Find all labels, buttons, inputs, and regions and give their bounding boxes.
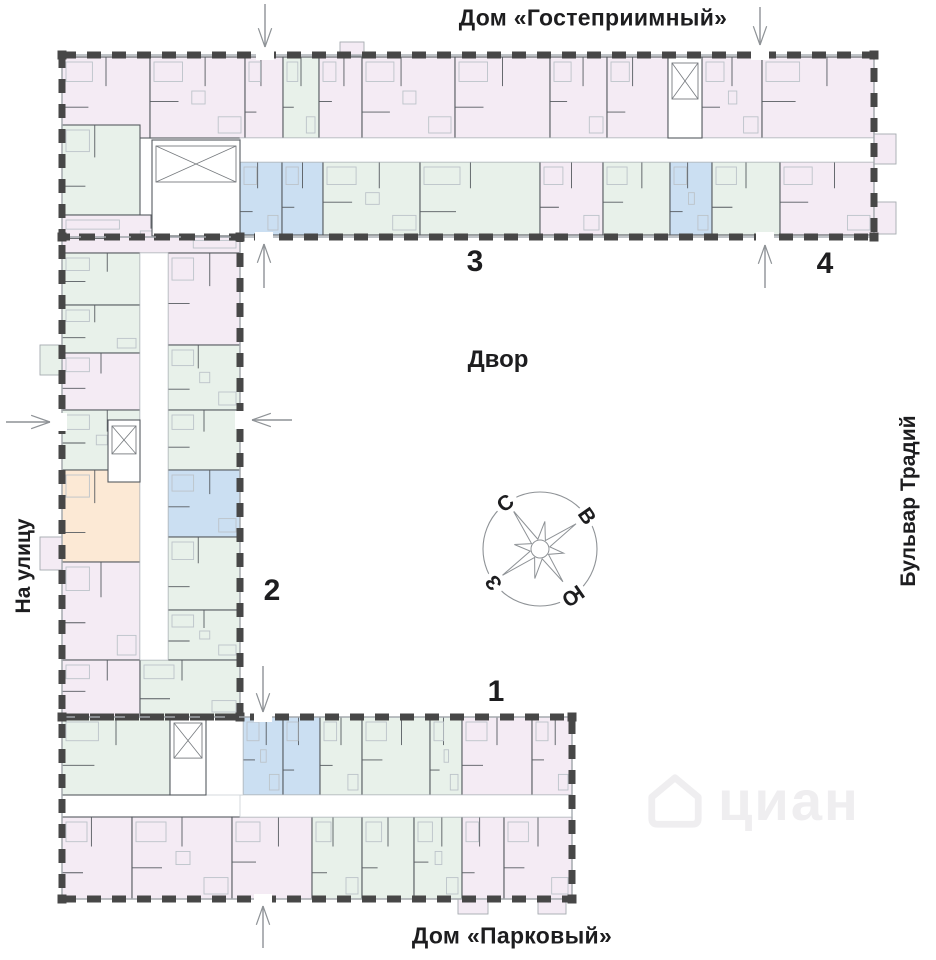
apartment-unit <box>603 162 670 235</box>
apartment-unit <box>245 57 283 138</box>
apartment-unit <box>550 57 607 138</box>
corridor <box>206 717 243 795</box>
apartment-unit <box>62 470 140 562</box>
compass-letter: З <box>480 570 508 595</box>
corridor <box>240 138 874 162</box>
apartment-unit <box>168 470 240 537</box>
corridor <box>240 795 572 817</box>
apartment-unit <box>670 162 712 235</box>
street-label-left: На улицу <box>12 518 35 614</box>
apartment-unit <box>420 162 540 235</box>
apartment-unit <box>240 162 282 235</box>
arrow-barb <box>31 422 50 429</box>
apartment-unit <box>762 57 874 138</box>
apartment-unit <box>168 537 240 610</box>
arrow-barb <box>263 693 270 712</box>
apartment-unit <box>283 717 320 795</box>
section-number-2: 2 <box>263 574 281 607</box>
apartment-unit <box>168 253 240 345</box>
entrance-gap <box>254 712 272 722</box>
entrance-gap <box>751 50 769 60</box>
apartment-unit <box>319 57 362 138</box>
arrow-barb <box>256 906 263 925</box>
entrance-gap <box>255 232 273 242</box>
arrow-barb <box>252 413 271 420</box>
facade-corner <box>58 895 67 904</box>
section-number-3: 3 <box>466 245 484 278</box>
building-title-bottom: Дом «Парковый» <box>411 922 613 949</box>
section-number-4: 4 <box>816 247 834 280</box>
entrance-gap <box>57 413 67 431</box>
apartment-unit <box>607 57 668 138</box>
apartment-unit <box>62 125 140 215</box>
compass-letter: С <box>492 489 519 518</box>
arrow-barb <box>264 244 271 263</box>
entrance-gap <box>235 411 245 429</box>
courtyard-label: Двор <box>467 346 529 373</box>
arrow-barb <box>257 244 264 263</box>
street-label-right: Бульвар Традий <box>897 415 920 587</box>
apartment-unit <box>362 717 430 795</box>
watermark-text: циан <box>718 769 860 832</box>
facade-corner <box>58 233 67 242</box>
apartment-unit <box>323 162 420 235</box>
apartment-unit <box>62 660 140 717</box>
facade-corner <box>568 713 577 722</box>
apartment-unit <box>150 57 245 138</box>
facade-corner <box>58 713 67 722</box>
arrow-barb <box>760 26 767 45</box>
apartment-unit <box>532 717 572 795</box>
apartment-unit <box>462 817 504 899</box>
apartment-unit <box>140 660 240 717</box>
compass-hub <box>531 540 549 558</box>
apartment-unit <box>168 345 240 410</box>
apartment-unit <box>430 717 462 795</box>
facade-corner <box>870 233 879 242</box>
house-icon <box>644 770 706 832</box>
apartment-unit <box>62 817 132 899</box>
arrow-barb <box>758 245 765 264</box>
apartment-unit <box>312 817 362 899</box>
apartment-unit <box>780 162 874 235</box>
apartment-unit <box>362 57 455 138</box>
facade-corner <box>236 233 245 242</box>
facade-corner <box>870 51 879 60</box>
compass-letter: Ю <box>557 580 589 612</box>
entrance-gap <box>254 894 272 904</box>
arrow-barb <box>263 906 270 925</box>
arrow-barb <box>765 245 772 264</box>
arrow-barb <box>256 693 263 712</box>
apartment-unit <box>62 305 140 353</box>
compass-letter: В <box>572 503 601 530</box>
arrow-barb <box>258 28 265 47</box>
corridor <box>140 253 168 660</box>
apartment-unit <box>243 717 283 795</box>
entrance-gap <box>256 50 274 60</box>
arrow-barb <box>265 28 272 47</box>
apartment-unit <box>62 253 140 305</box>
arrow-barb <box>753 26 760 45</box>
elevator-core <box>152 140 240 236</box>
facade-corner <box>58 51 67 60</box>
arrow-barb <box>31 415 50 422</box>
building-title-top: Дом «Гостеприимный» <box>458 4 728 31</box>
apartment-unit <box>414 817 462 899</box>
compass-rose <box>481 490 601 612</box>
apartment-unit <box>232 817 312 899</box>
elevator-core <box>108 420 140 482</box>
entrance-gap <box>756 232 774 242</box>
facade-corner <box>568 895 577 904</box>
section-number-1: 1 <box>487 675 505 708</box>
watermark <box>644 768 860 833</box>
arrow-barb <box>252 420 271 427</box>
